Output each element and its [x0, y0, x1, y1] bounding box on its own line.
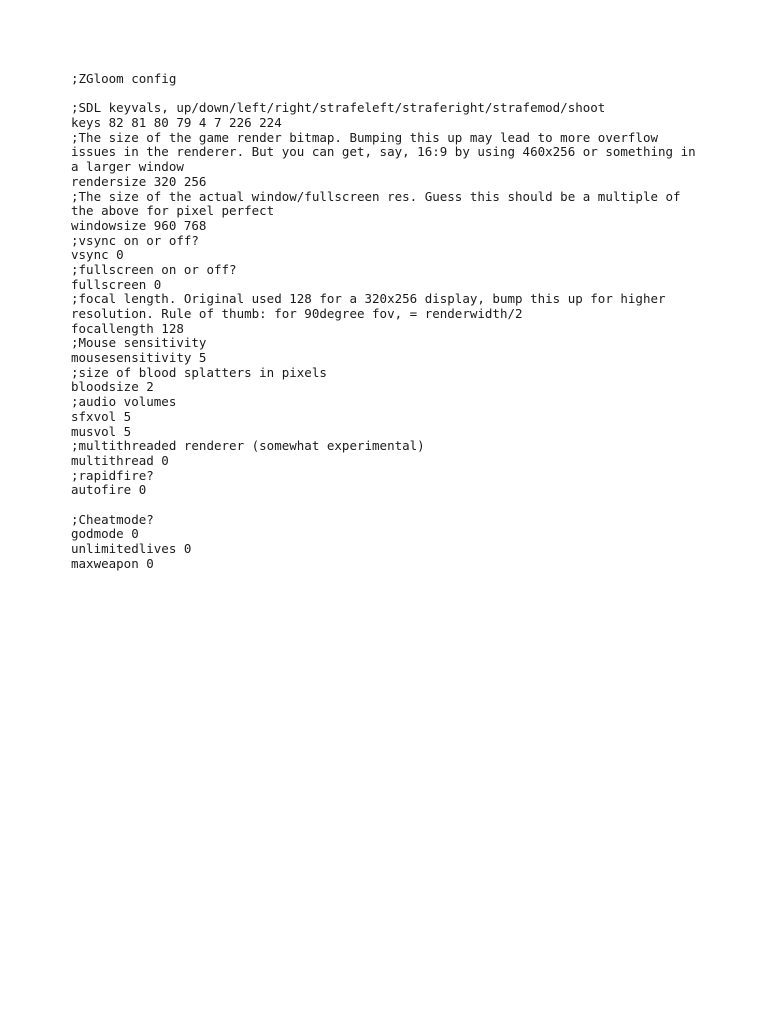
audio-volumes-comment: ;audio volumes	[71, 394, 177, 410]
windowsize-setting: windowsize 960 768	[71, 217, 207, 233]
bloodsize-setting: bloodsize 2	[71, 379, 154, 395]
fullscreen-setting: fullscreen 0	[71, 276, 162, 292]
mousesensitivity-comment: ;Mouse sensitivity	[71, 335, 207, 351]
unlimitedlives-setting: unlimitedlives 0	[71, 541, 192, 556]
focallength-comment-line-2: resolution. Rule of thumb: for 90degree fov, = renderwidth/2	[71, 306, 523, 321]
focallength-setting: focallength 128	[71, 320, 184, 336]
mousesensitivity-setting: mousesensitivity 5	[71, 350, 207, 366]
rendersize-comment-line-1: ;The size of the game render bitmap. Bumping this up may lead to more overflow	[71, 129, 658, 145]
focallength-comment-line-1: ;focal length. Original used 128 for a 320x256 display, bump this up for higher	[71, 291, 666, 307]
config-title-comment: ;ZGloom config	[71, 71, 177, 86]
multithread-comment: ;multithreaded renderer (somewhat experimental)	[71, 438, 425, 454]
blank-line	[71, 87, 731, 102]
vsync-comment: ;vsync on or off?	[71, 232, 199, 248]
keys-setting: keys 82 81 80 79 4 7 226 224	[71, 115, 282, 131]
blank-line	[71, 498, 731, 513]
keys-comment: ;SDL keyvals, up/down/left/right/strafeleft/straferight/strafemod/shoot	[71, 100, 606, 116]
rendersize-comment-line-3: a larger window	[71, 159, 184, 175]
vsync-setting: vsync 0	[71, 247, 124, 263]
autofire-setting: autofire 0	[71, 482, 147, 498]
rapidfire-comment: ;rapidfire?	[71, 467, 154, 483]
rendersize-comment-line-2: issues in the renderer. But you can get, say, 16:9 by using 460x256 or something in	[71, 144, 696, 160]
windowsize-comment-line-1: ;The size of the actual window/fullscreen res. Guess this should be a multiple of	[71, 188, 681, 204]
rendersize-setting: rendersize 320 256	[71, 173, 207, 189]
multithread-setting: multithread 0	[71, 452, 169, 468]
fullscreen-comment: ;fullscreen on or off?	[71, 261, 237, 277]
cheatmode-comment: ;Cheatmode?	[71, 511, 154, 527]
maxweapon-setting: maxweapon 0	[71, 555, 154, 571]
godmode-setting: godmode 0	[71, 526, 139, 542]
config-document	[71, 72, 731, 571]
windowsize-comment-line-2: the above for pixel perfect	[71, 203, 275, 219]
bloodsize-comment: ;size of blood splatters in pixels	[71, 364, 327, 380]
musvol-setting: musvol 5	[71, 423, 132, 439]
sfxvol-setting: sfxvol 5	[71, 408, 132, 424]
